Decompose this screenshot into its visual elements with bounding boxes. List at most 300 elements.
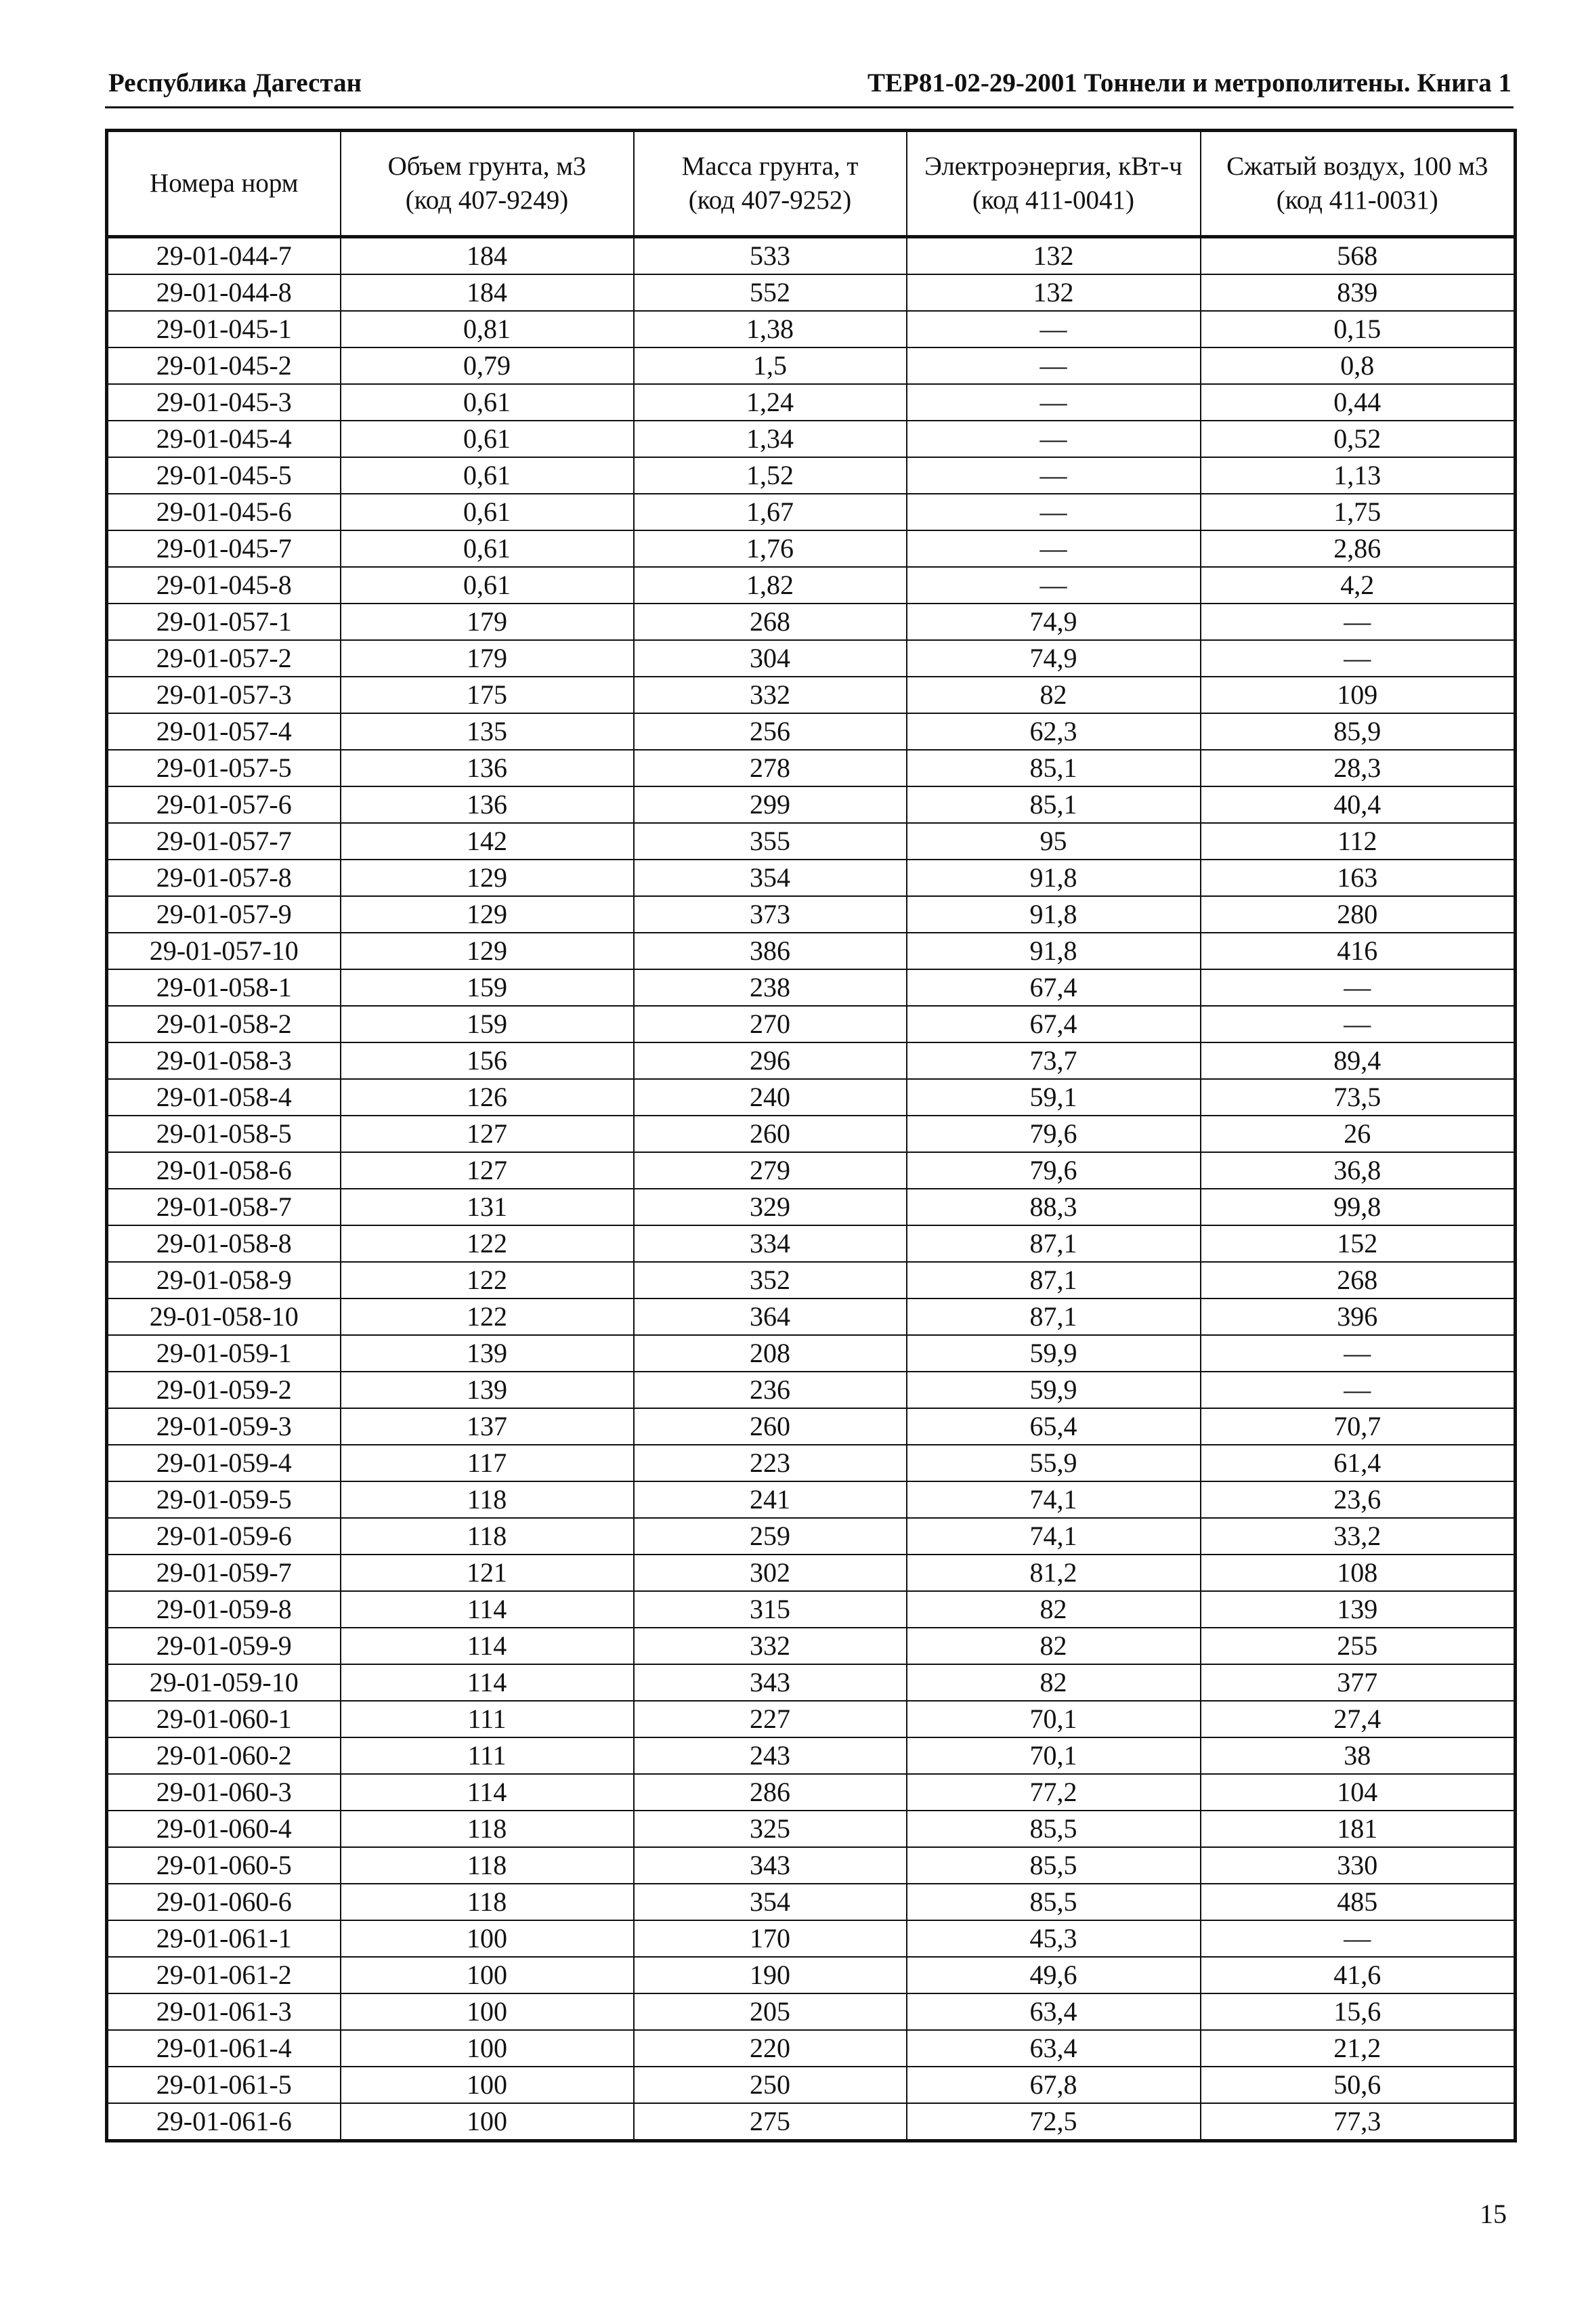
cell-soil-mass: 1,24 — [634, 384, 907, 421]
cell-electricity: 59,9 — [907, 1335, 1201, 1372]
cell-compressed-air: — — [1201, 1006, 1516, 1042]
cell-soil-volume: 0,61 — [341, 457, 634, 494]
cell-compressed-air: 839 — [1201, 274, 1516, 311]
cell-compressed-air: 89,4 — [1201, 1042, 1516, 1079]
cell-norm-number: 29-01-045-8 — [107, 567, 341, 604]
cell-electricity: 70,1 — [907, 1701, 1201, 1737]
column-header-soil-volume: Объем грунта, м3 (код 407-9249) — [341, 131, 634, 237]
cell-compressed-air: 416 — [1201, 933, 1516, 969]
cell-soil-volume: 0,61 — [341, 530, 634, 567]
cell-norm-number: 29-01-060-2 — [107, 1737, 341, 1774]
cell-compressed-air: 485 — [1201, 1884, 1516, 1920]
cell-norm-number: 29-01-057-5 — [107, 750, 341, 786]
cell-norm-number: 29-01-058-7 — [107, 1189, 341, 1225]
cell-soil-mass: 241 — [634, 1481, 907, 1518]
cell-compressed-air: 73,5 — [1201, 1079, 1516, 1116]
cell-soil-mass: 260 — [634, 1408, 907, 1445]
table-row — [107, 640, 1516, 677]
table-body — [107, 237, 1516, 2141]
cell-compressed-air: 33,2 — [1201, 1518, 1516, 1555]
cell-electricity: 74,9 — [907, 604, 1201, 640]
cell-soil-mass: 279 — [634, 1152, 907, 1189]
cell-norm-number: 29-01-059-4 — [107, 1445, 341, 1481]
cell-soil-mass: 260 — [634, 1116, 907, 1152]
cell-electricity: 85,5 — [907, 1847, 1201, 1884]
cell-soil-volume: 100 — [341, 2030, 634, 2067]
cell-electricity: 91,8 — [907, 860, 1201, 896]
cell-soil-mass: 334 — [634, 1225, 907, 1262]
table-row — [107, 494, 1516, 530]
cell-compressed-air: 70,7 — [1201, 1408, 1516, 1445]
cell-norm-number: 29-01-059-2 — [107, 1372, 341, 1408]
cell-compressed-air: 27,4 — [1201, 1701, 1516, 1737]
cell-compressed-air: 1,75 — [1201, 494, 1516, 530]
cell-compressed-air: 330 — [1201, 1847, 1516, 1884]
cell-soil-volume: 135 — [341, 713, 634, 750]
cell-soil-volume: 118 — [341, 1518, 634, 1555]
cell-compressed-air: 41,6 — [1201, 1957, 1516, 1993]
cell-compressed-air: — — [1201, 604, 1516, 640]
cell-norm-number: 29-01-058-10 — [107, 1298, 341, 1335]
cell-soil-mass: 270 — [634, 1006, 907, 1042]
cell-soil-mass: 205 — [634, 1993, 907, 2030]
table-header — [107, 131, 1516, 237]
cell-electricity: 82 — [907, 1591, 1201, 1628]
cell-soil-mass: 250 — [634, 2067, 907, 2103]
table-row — [107, 1262, 1516, 1298]
cell-soil-volume: 137 — [341, 1408, 634, 1445]
cell-soil-volume: 136 — [341, 786, 634, 823]
cell-soil-volume: 179 — [341, 640, 634, 677]
cell-electricity: 85,1 — [907, 750, 1201, 786]
cell-electricity: 65,4 — [907, 1408, 1201, 1445]
cell-norm-number: 29-01-060-1 — [107, 1701, 341, 1737]
cell-soil-volume: 184 — [341, 237, 634, 275]
table-row — [107, 311, 1516, 347]
cell-soil-volume: 114 — [341, 1664, 634, 1701]
cell-norm-number: 29-01-057-10 — [107, 933, 341, 969]
table-row — [107, 713, 1516, 750]
cell-soil-mass: 240 — [634, 1079, 907, 1116]
cell-soil-mass: 315 — [634, 1591, 907, 1628]
cell-norm-number: 29-01-058-5 — [107, 1116, 341, 1152]
cell-soil-mass: 1,82 — [634, 567, 907, 604]
cell-soil-mass: 1,76 — [634, 530, 907, 567]
table-row — [107, 750, 1516, 786]
column-header-electricity: Электроэнергия, кВт-ч (код 411-0041) — [907, 131, 1201, 237]
table-row — [107, 274, 1516, 311]
cell-soil-volume: 0,81 — [341, 311, 634, 347]
cell-soil-volume: 129 — [341, 896, 634, 933]
cell-compressed-air: 396 — [1201, 1298, 1516, 1335]
cell-soil-volume: 118 — [341, 1847, 634, 1884]
cell-electricity: — — [907, 384, 1201, 421]
cell-electricity: — — [907, 494, 1201, 530]
cell-compressed-air: 268 — [1201, 1262, 1516, 1298]
cell-soil-volume: 126 — [341, 1079, 634, 1116]
cell-electricity: 49,6 — [907, 1957, 1201, 1993]
cell-soil-mass: 386 — [634, 933, 907, 969]
cell-norm-number: 29-01-061-5 — [107, 2067, 341, 2103]
cell-electricity: — — [907, 347, 1201, 384]
cell-soil-volume: 142 — [341, 823, 634, 860]
cell-norm-number: 29-01-045-1 — [107, 311, 341, 347]
cell-electricity: 87,1 — [907, 1262, 1201, 1298]
cell-soil-mass: 332 — [634, 1628, 907, 1664]
table-row — [107, 969, 1516, 1006]
cell-soil-mass: 373 — [634, 896, 907, 933]
cell-soil-volume: 100 — [341, 1920, 634, 1957]
cell-compressed-air: 255 — [1201, 1628, 1516, 1664]
header-region: Республика Дагестан — [108, 68, 362, 98]
cell-electricity: 82 — [907, 1628, 1201, 1664]
cell-norm-number: 29-01-045-5 — [107, 457, 341, 494]
table-row — [107, 1225, 1516, 1262]
cell-electricity: 74,9 — [907, 640, 1201, 677]
cell-soil-volume: 114 — [341, 1628, 634, 1664]
table-row — [107, 1847, 1516, 1884]
column-header-norm-numbers: Номера норм — [107, 131, 341, 237]
cell-electricity: — — [907, 567, 1201, 604]
table-row — [107, 604, 1516, 640]
cell-soil-volume: 0,79 — [341, 347, 634, 384]
cell-electricity: 85,5 — [907, 1884, 1201, 1920]
cell-norm-number: 29-01-059-1 — [107, 1335, 341, 1372]
cell-norm-number: 29-01-060-3 — [107, 1774, 341, 1811]
cell-compressed-air: 104 — [1201, 1774, 1516, 1811]
cell-compressed-air: 36,8 — [1201, 1152, 1516, 1189]
cell-electricity: 132 — [907, 274, 1201, 311]
cell-soil-mass: 220 — [634, 2030, 907, 2067]
cell-norm-number: 29-01-045-4 — [107, 421, 341, 457]
table-row — [107, 1993, 1516, 2030]
cell-electricity: 74,1 — [907, 1518, 1201, 1555]
cell-norm-number: 29-01-059-8 — [107, 1591, 341, 1628]
cell-compressed-air: 0,15 — [1201, 311, 1516, 347]
cell-compressed-air: 38 — [1201, 1737, 1516, 1774]
cell-norm-number: 29-01-045-6 — [107, 494, 341, 530]
cell-soil-mass: 352 — [634, 1262, 907, 1298]
cell-soil-mass: 268 — [634, 604, 907, 640]
cell-compressed-air: 0,8 — [1201, 347, 1516, 384]
cell-norm-number: 29-01-061-6 — [107, 2103, 341, 2141]
cell-electricity: 82 — [907, 1664, 1201, 1701]
cell-soil-mass: 364 — [634, 1298, 907, 1335]
cell-electricity: 63,4 — [907, 2030, 1201, 2067]
table-row — [107, 823, 1516, 860]
cell-soil-volume: 100 — [341, 2067, 634, 2103]
cell-electricity: — — [907, 530, 1201, 567]
cell-norm-number: 29-01-044-7 — [107, 237, 341, 275]
cell-compressed-air: 2,86 — [1201, 530, 1516, 567]
cell-compressed-air: 28,3 — [1201, 750, 1516, 786]
table-row — [107, 1518, 1516, 1555]
cell-norm-number: 29-01-059-5 — [107, 1481, 341, 1518]
cell-norm-number: 29-01-045-2 — [107, 347, 341, 384]
cell-compressed-air: — — [1201, 640, 1516, 677]
cell-compressed-air: 109 — [1201, 677, 1516, 713]
cell-soil-mass: 170 — [634, 1920, 907, 1957]
table-row — [107, 1957, 1516, 1993]
cell-soil-volume: 118 — [341, 1811, 634, 1847]
table-row — [107, 786, 1516, 823]
table-row — [107, 677, 1516, 713]
table-row — [107, 1189, 1516, 1225]
cell-soil-mass: 223 — [634, 1445, 907, 1481]
cell-compressed-air: — — [1201, 1372, 1516, 1408]
cell-soil-volume: 127 — [341, 1152, 634, 1189]
table-row — [107, 1884, 1516, 1920]
cell-norm-number: 29-01-059-3 — [107, 1408, 341, 1445]
cell-soil-mass: 286 — [634, 1774, 907, 1811]
cell-soil-mass: 238 — [634, 969, 907, 1006]
cell-soil-volume: 111 — [341, 1701, 634, 1737]
cell-norm-number: 29-01-045-3 — [107, 384, 341, 421]
table-row — [107, 237, 1516, 275]
cell-electricity: 95 — [907, 823, 1201, 860]
cell-norm-number: 29-01-061-4 — [107, 2030, 341, 2067]
cell-electricity: 79,6 — [907, 1152, 1201, 1189]
table-row — [107, 1774, 1516, 1811]
table-row — [107, 1920, 1516, 1957]
cell-soil-mass: 354 — [634, 1884, 907, 1920]
cell-soil-volume: 118 — [341, 1481, 634, 1518]
cell-soil-volume: 129 — [341, 860, 634, 896]
cell-norm-number: 29-01-057-1 — [107, 604, 341, 640]
cell-electricity: 85,1 — [907, 786, 1201, 823]
cell-soil-volume: 136 — [341, 750, 634, 786]
cell-compressed-air: 108 — [1201, 1555, 1516, 1591]
cell-compressed-air: 568 — [1201, 237, 1516, 275]
cell-electricity: 87,1 — [907, 1225, 1201, 1262]
cell-soil-volume: 0,61 — [341, 567, 634, 604]
cell-electricity: 45,3 — [907, 1920, 1201, 1957]
cell-electricity: 55,9 — [907, 1445, 1201, 1481]
cell-electricity: 67,4 — [907, 969, 1201, 1006]
table-header-row — [107, 131, 1516, 237]
table-row — [107, 1152, 1516, 1189]
cell-soil-mass: 332 — [634, 677, 907, 713]
cell-electricity: 59,1 — [907, 1079, 1201, 1116]
cell-electricity: — — [907, 311, 1201, 347]
cell-compressed-air: 0,44 — [1201, 384, 1516, 421]
cell-compressed-air: 21,2 — [1201, 2030, 1516, 2067]
cell-compressed-air: 85,9 — [1201, 713, 1516, 750]
cell-soil-volume: 139 — [341, 1372, 634, 1408]
cell-soil-mass: 1,38 — [634, 311, 907, 347]
cell-compressed-air: 26 — [1201, 1116, 1516, 1152]
cell-norm-number: 29-01-060-4 — [107, 1811, 341, 1847]
cell-soil-mass: 296 — [634, 1042, 907, 1079]
cell-norm-number: 29-01-061-1 — [107, 1920, 341, 1957]
cell-norm-number: 29-01-059-10 — [107, 1664, 341, 1701]
table-row — [107, 1591, 1516, 1628]
cell-soil-mass: 1,52 — [634, 457, 907, 494]
cell-soil-volume: 159 — [341, 969, 634, 1006]
column-header-soil-mass: Масса грунта, т (код 407-9252) — [634, 131, 907, 237]
cell-soil-volume: 100 — [341, 1993, 634, 2030]
cell-compressed-air: 112 — [1201, 823, 1516, 860]
cell-electricity: 79,6 — [907, 1116, 1201, 1152]
cell-norm-number: 29-01-057-3 — [107, 677, 341, 713]
table-row — [107, 347, 1516, 384]
cell-electricity: 63,4 — [907, 1993, 1201, 2030]
cell-soil-mass: 325 — [634, 1811, 907, 1847]
cell-soil-mass: 304 — [634, 640, 907, 677]
cell-norm-number: 29-01-057-2 — [107, 640, 341, 677]
cell-soil-volume: 114 — [341, 1774, 634, 1811]
table-row — [107, 1664, 1516, 1701]
cell-electricity: 132 — [907, 237, 1201, 275]
cell-electricity: 88,3 — [907, 1189, 1201, 1225]
cell-electricity: 87,1 — [907, 1298, 1201, 1335]
table-row — [107, 1042, 1516, 1079]
table-row — [107, 1701, 1516, 1737]
cell-norm-number: 29-01-058-9 — [107, 1262, 341, 1298]
cell-soil-volume: 121 — [341, 1555, 634, 1591]
cell-soil-volume: 122 — [341, 1262, 634, 1298]
cell-norm-number: 29-01-060-5 — [107, 1847, 341, 1884]
cell-norm-number: 29-01-057-8 — [107, 860, 341, 896]
cell-compressed-air: 99,8 — [1201, 1189, 1516, 1225]
cell-soil-mass: 236 — [634, 1372, 907, 1408]
cell-norm-number: 29-01-059-9 — [107, 1628, 341, 1664]
cell-norm-number: 29-01-057-6 — [107, 786, 341, 823]
cell-soil-volume: 0,61 — [341, 494, 634, 530]
cell-soil-volume: 117 — [341, 1445, 634, 1481]
cell-norm-number: 29-01-057-9 — [107, 896, 341, 933]
norms-table — [105, 129, 1517, 2142]
cell-soil-volume: 159 — [341, 1006, 634, 1042]
table-row — [107, 384, 1516, 421]
cell-compressed-air: 77,3 — [1201, 2103, 1516, 2141]
cell-compressed-air: 280 — [1201, 896, 1516, 933]
cell-soil-mass: 302 — [634, 1555, 907, 1591]
cell-electricity: 91,8 — [907, 896, 1201, 933]
cell-electricity: — — [907, 421, 1201, 457]
cell-soil-volume: 118 — [341, 1884, 634, 1920]
cell-compressed-air: 23,6 — [1201, 1481, 1516, 1518]
table-row — [107, 567, 1516, 604]
cell-electricity: 73,7 — [907, 1042, 1201, 1079]
cell-soil-mass: 355 — [634, 823, 907, 860]
table-row — [107, 1006, 1516, 1042]
cell-compressed-air: 139 — [1201, 1591, 1516, 1628]
cell-soil-volume: 127 — [341, 1116, 634, 1152]
table-row — [107, 1445, 1516, 1481]
cell-soil-volume: 122 — [341, 1225, 634, 1262]
cell-soil-mass: 190 — [634, 1957, 907, 1993]
column-header-compressed-air: Сжатый воздух, 100 м3 (код 411-0031) — [1201, 131, 1516, 237]
cell-electricity: 67,8 — [907, 2067, 1201, 2103]
cell-norm-number: 29-01-061-2 — [107, 1957, 341, 1993]
cell-soil-volume: 114 — [341, 1591, 634, 1628]
cell-soil-mass: 208 — [634, 1335, 907, 1372]
cell-soil-mass: 278 — [634, 750, 907, 786]
page-number: 15 — [1480, 2199, 1507, 2229]
table-row — [107, 1481, 1516, 1518]
table-row — [107, 1408, 1516, 1445]
cell-soil-volume: 111 — [341, 1737, 634, 1774]
table-row — [107, 2103, 1516, 2141]
table-row — [107, 530, 1516, 567]
cell-soil-volume: 0,61 — [341, 384, 634, 421]
cell-norm-number: 29-01-058-2 — [107, 1006, 341, 1042]
table-row — [107, 1811, 1516, 1847]
table-row — [107, 421, 1516, 457]
table-row — [107, 2067, 1516, 2103]
cell-soil-volume: 100 — [341, 2103, 634, 2141]
cell-soil-volume: 175 — [341, 677, 634, 713]
cell-compressed-air: 163 — [1201, 860, 1516, 896]
cell-soil-mass: 552 — [634, 274, 907, 311]
cell-norm-number: 29-01-058-6 — [107, 1152, 341, 1189]
cell-compressed-air: 152 — [1201, 1225, 1516, 1262]
header-document-title: ТЕР81-02-29-2001 Тоннели и метрополитены. Книга 1 — [867, 68, 1512, 98]
cell-compressed-air: 50,6 — [1201, 2067, 1516, 2103]
cell-soil-volume: 139 — [341, 1335, 634, 1372]
cell-soil-volume: 100 — [341, 1957, 634, 1993]
cell-soil-volume: 122 — [341, 1298, 634, 1335]
cell-norm-number: 29-01-060-6 — [107, 1884, 341, 1920]
table-row — [107, 1737, 1516, 1774]
cell-electricity: 72,5 — [907, 2103, 1201, 2141]
cell-electricity: 82 — [907, 677, 1201, 713]
cell-soil-mass: 227 — [634, 1701, 907, 1737]
cell-norm-number: 29-01-059-7 — [107, 1555, 341, 1591]
table-row — [107, 1079, 1516, 1116]
table-row — [107, 860, 1516, 896]
cell-soil-volume: 184 — [341, 274, 634, 311]
cell-soil-mass: 243 — [634, 1737, 907, 1774]
table-row — [107, 1298, 1516, 1335]
cell-compressed-air: — — [1201, 1920, 1516, 1957]
cell-soil-mass: 354 — [634, 860, 907, 896]
cell-compressed-air: 0,52 — [1201, 421, 1516, 457]
cell-soil-mass: 1,67 — [634, 494, 907, 530]
cell-norm-number: 29-01-059-6 — [107, 1518, 341, 1555]
cell-soil-mass: 1,34 — [634, 421, 907, 457]
cell-electricity: 70,1 — [907, 1737, 1201, 1774]
table-row — [107, 2030, 1516, 2067]
cell-compressed-air: 15,6 — [1201, 1993, 1516, 2030]
cell-soil-mass: 256 — [634, 713, 907, 750]
table-row — [107, 1555, 1516, 1591]
header-divider — [105, 106, 1514, 108]
cell-soil-mass: 259 — [634, 1518, 907, 1555]
table-row — [107, 933, 1516, 969]
cell-electricity: 62,3 — [907, 713, 1201, 750]
table-row — [107, 1116, 1516, 1152]
cell-compressed-air: 4,2 — [1201, 567, 1516, 604]
cell-soil-volume: 179 — [341, 604, 634, 640]
cell-norm-number: 29-01-058-4 — [107, 1079, 341, 1116]
table-row — [107, 457, 1516, 494]
cell-norm-number: 29-01-044-8 — [107, 274, 341, 311]
cell-soil-mass: 329 — [634, 1189, 907, 1225]
cell-soil-volume: 0,61 — [341, 421, 634, 457]
cell-electricity: 59,9 — [907, 1372, 1201, 1408]
cell-compressed-air: — — [1201, 1335, 1516, 1372]
cell-norm-number: 29-01-061-3 — [107, 1993, 341, 2030]
table-row — [107, 1372, 1516, 1408]
cell-norm-number: 29-01-057-7 — [107, 823, 341, 860]
cell-norm-number: 29-01-058-8 — [107, 1225, 341, 1262]
cell-compressed-air: 1,13 — [1201, 457, 1516, 494]
cell-electricity: 85,5 — [907, 1811, 1201, 1847]
cell-compressed-air: 61,4 — [1201, 1445, 1516, 1481]
cell-soil-mass: 343 — [634, 1664, 907, 1701]
